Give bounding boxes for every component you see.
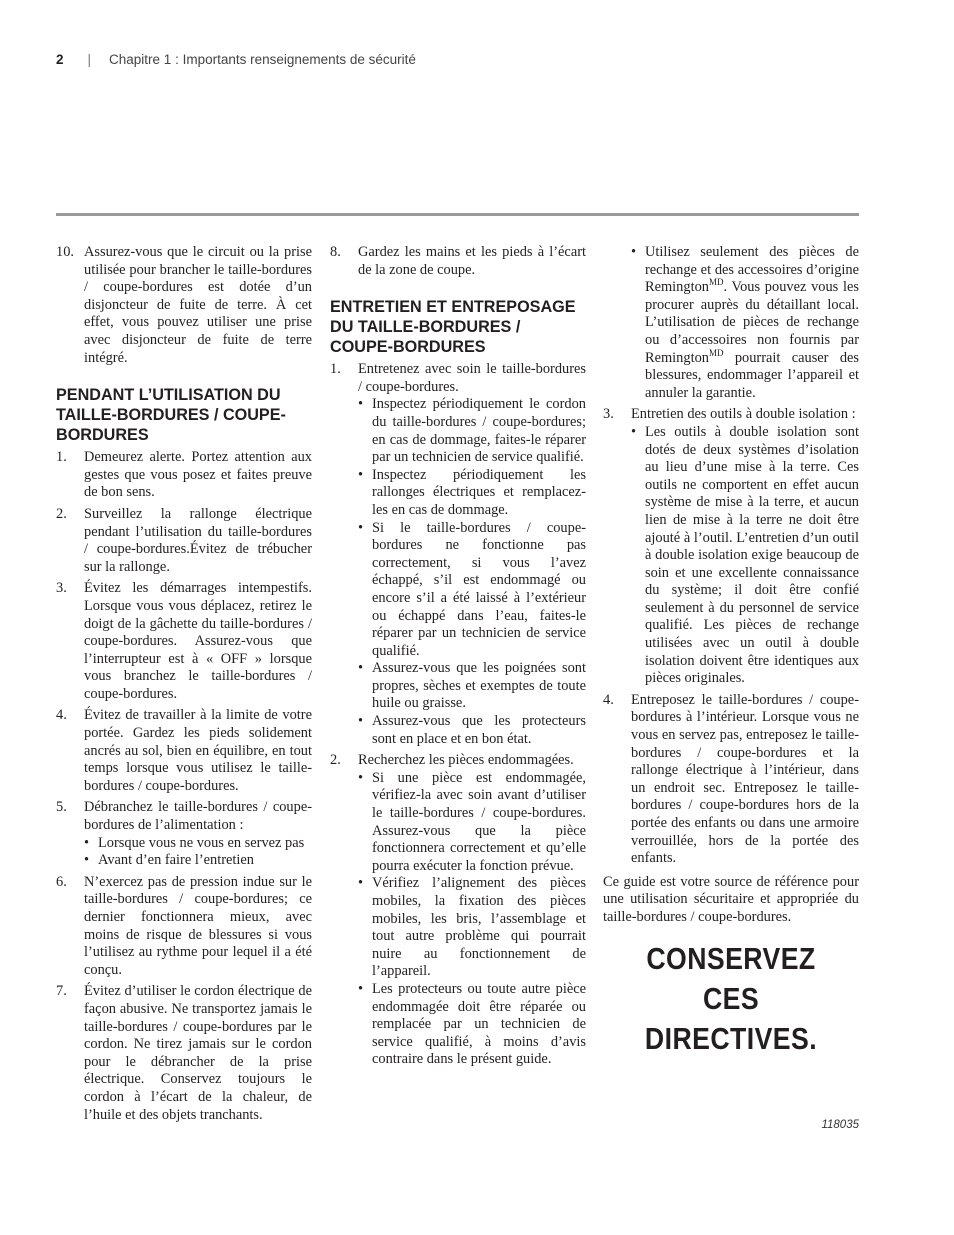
bullet-item: • Vérifiez l’alignement des pièces mobiles, la fixation des pièces mobiles, les bris, l’assemblage et tout autre problème qui pourrait nuire au fonctionnement de l’appareil. <box>358 875 586 980</box>
item-number: 10. <box>56 244 74 260</box>
item-number: 3. <box>603 406 614 423</box>
bullet-dot: • <box>358 396 364 413</box>
bullet-item: • Inspectez périodiquement le cordon du taille-bordures / coupe-bordures; en cas de dommage, faites-le réparer par un technicien de service qualifié. <box>358 396 586 466</box>
item-number: 7. <box>56 983 67 1000</box>
list-item <box>56 506 312 576</box>
header-rule <box>56 213 859 216</box>
column-3 <box>603 244 859 1059</box>
bullet-dot: • <box>631 423 637 440</box>
chapter-title: Chapitre 1 : Importants renseignements de sécurité <box>109 52 416 67</box>
trademark-sup: MD <box>708 277 724 288</box>
item-body <box>631 406 859 688</box>
item-text: N’exercez pas de pression indue sur le taille-bordures / coupe-bordures; ce dernier fonctionnera mieux, avec moins de risque de blessures si vous l’utilisez au rythme pour lequel il a été conçu. <box>84 873 312 978</box>
item-number: 8. <box>330 244 341 260</box>
bullet-list <box>358 396 586 748</box>
banner-line-1: CONSERVEZ CES <box>646 940 816 1016</box>
bullet-item: • Avant d’en faire l’entretien <box>84 852 254 869</box>
item-number: 3. <box>56 580 67 597</box>
list-item <box>330 361 586 748</box>
section-heading: PENDANT L’UTILISATION DU TAILLE-BORDURES / COUPE-BORDURES <box>56 386 286 445</box>
item-text: Demeurez alerte. Portez attention aux gestes que vous posez et faites preuve de bon sens. <box>84 449 312 501</box>
item-body <box>358 752 586 1069</box>
bullet-dot: • <box>84 852 90 869</box>
list-item <box>330 752 586 1069</box>
item-text: Entretenez avec soin le taille-bordures / coupe-bordures. <box>358 361 586 395</box>
list-item <box>56 449 312 502</box>
bullet-text: Utilisez seulement des pièces de rechange et des accessoires d’origine Remington$^{MD}$. Vous pouvez vous les procurer auprès du détaillant local. L’utilisation de pièces de rechange ou d’accessoires non fournis par Remington$^{MD}$ pourrait causer des blessures, endommager l’appareil et annuler la garantie. <box>645 244 859 401</box>
item-text: Entreposez le taille-bordures / coupe-bordures à l’intérieur. Lorsque vous ne vous en servez pas, entreposez le taille-bordures / coupe-bordures et la rallonge électrique à l’intérieur, dans un endroit sec. Entreposez le taille-bordures / coupe-bordures hors de la portée des enfants ou dans une armoire verrouillée, hors de la portée des enfants. <box>631 691 859 867</box>
header-separator: | <box>87 52 92 67</box>
bullet-dot: • <box>358 980 364 997</box>
item-text: Entretien des outils à double isolation : <box>631 406 856 423</box>
item-text: Surveillez la rallonge électrique pendant l’utilisation du taille-bordures / coupe-bordures.Évitez de trébucher sur la rallonge. <box>84 505 312 575</box>
item-number: 4. <box>603 691 614 708</box>
item-number: 2. <box>330 752 341 769</box>
item-text: Gardez les mains et les pieds à l’écart de la zone de coupe. <box>358 244 586 278</box>
bullet-dot: • <box>358 875 364 892</box>
trademark-sup: MD <box>708 347 724 358</box>
bullet-item: • Inspectez périodiquement les rallonges électriques et remplacez-les en cas de dommage. <box>358 466 586 518</box>
bullet-list <box>84 835 312 870</box>
list-item <box>56 580 312 703</box>
item-text: Évitez les démarrages intempestifs. Lorsque vous vous déplacez, retirez le doigt de la gâchette du taille-bordures / coupe-bordures. Assurez-vous que l’interrupteur est à « OFF » lorsque vous branchez le taille-bordures / coupe-bordures. <box>84 580 312 702</box>
list-item <box>56 244 312 367</box>
bullet-dot: • <box>358 466 364 483</box>
item-body <box>358 361 586 748</box>
column-1 <box>56 244 312 1128</box>
list-item <box>56 874 312 980</box>
item-number: 4. <box>56 707 67 724</box>
bullet-dot: • <box>358 660 364 677</box>
item-text: Débranchez le taille-bordures / coupe-bordures de l’alimentation : <box>84 799 312 834</box>
item-number: 1. <box>56 449 67 466</box>
closing-paragraph: Ce guide est votre source de référence pour une utilisation sécuritaire et appropriée du taille-bordures / coupe-bordures. <box>603 873 859 925</box>
document-code: 118035 <box>821 1119 859 1131</box>
bullet-item: • Si le taille-bordures / coupe-bordures ne fonctionne pas correctement, si vous l’avez échappé, s’il est endommagé ou encore s’il a été laissé à l’extérieur ou échappé dans l’eau, faites-le réparer par un technicien de service qualifié. <box>358 519 586 659</box>
bullet-list <box>631 424 859 688</box>
item-text: Assurez-vous que le circuit ou la prise utilisée pour brancher le taille-bordures / coupe-bordures est dotée d’un disjoncteur de fuite de terre. À cet effet, vous pouvez utiliser une prise avec disjoncteur de fuite de terre intégré. <box>84 244 312 366</box>
bullet-list <box>358 770 586 1069</box>
item-text: Évitez d’utiliser le cordon électrique de façon abusive. Ne transportez jamais le taille-bordures / coupe-bordures par le cordon. Ne tirez jamais sur le cordon pour le débrancher de la prise électrique. Conservez toujours le cordon à l’écart de la chaleur, de l’huile et des objets tranchants. <box>84 983 312 1123</box>
bullet-item: • Les protecteurs ou toute autre pièce endommagée doit être réparée ou remplacée par un technicien de service qualifié, à moins d’avis contraire dans le présent guide. <box>358 980 586 1068</box>
list-item <box>56 983 312 1124</box>
page-number: 2 <box>56 52 64 67</box>
list-item <box>603 244 859 402</box>
list-item <box>56 707 312 795</box>
bullet-dot: • <box>358 519 364 536</box>
bullet-item <box>631 244 859 402</box>
banner-line-2: DIRECTIVES. <box>644 1020 818 1056</box>
item-number: 5. <box>56 799 67 816</box>
list-item <box>603 692 859 868</box>
bullet-item: • Assurez-vous que les poignées sont propres, sèches et exemptes de toute huile ou graisse. <box>358 660 586 712</box>
bullet-dot: • <box>631 244 637 260</box>
bullet-list <box>631 244 859 402</box>
bullet-item: • Lorsque vous ne vous en servez pas <box>84 834 305 851</box>
bullet-dot: • <box>358 713 364 730</box>
item-number: 6. <box>56 873 67 890</box>
bullet-dot: • <box>358 769 364 786</box>
section-heading: ENTRETIEN ET ENTREPOSAGE DU TAILLE-BORDURES / COUPE-BORDURES <box>330 298 576 357</box>
list-item <box>603 406 859 688</box>
save-instructions-banner <box>621 939 841 1059</box>
item-text: Évitez de travailler à la limite de votre portée. Gardez les pieds solidement ancrés au sol, bien en équilibre, en tout temps lorsque vous utilisez le taille-bordures / coupe-bordures. <box>84 707 312 794</box>
column-2 <box>330 244 586 1073</box>
item-body <box>631 244 859 402</box>
item-body <box>84 799 312 869</box>
item-text: Recherchez les pièces endommagées. <box>358 752 574 769</box>
bullet-item: • Les outils à double isolation sont dotés de deux systèmes d’isolation au lieu d’une mise à la terre. Ces outils ne comportent en effet aucun système de mise à la terre, et aucun lien de mise à la terre ne doit être ajouté à l’outil. L’entretien d’un outil à double isolation exige beaucoup de soin et une excellente connaissance du système; il doit être confié seulement à du personnel de service qualifié. Les pièces de rechange utilisées avec un outil à double isolation doivent être identiques aux pièces originales. <box>631 423 859 687</box>
bullet-dot: • <box>84 834 90 851</box>
list-item <box>56 799 312 869</box>
item-number: 1. <box>330 361 341 378</box>
list-item <box>330 244 586 279</box>
item-number: 2. <box>56 505 67 522</box>
bullet-item: • Assurez-vous que les protecteurs sont en place et en bon état. <box>358 713 586 747</box>
bullet-item: • Si une pièce est endommagée, vérifiez-la avec soin avant d’utiliser le taille-bordures / coupe-bordures. Assurez-vous que la pièce fonctionnera correctement et qu’elle pourra exécuter la fonction prévue. <box>358 769 586 874</box>
page-header <box>56 52 416 67</box>
